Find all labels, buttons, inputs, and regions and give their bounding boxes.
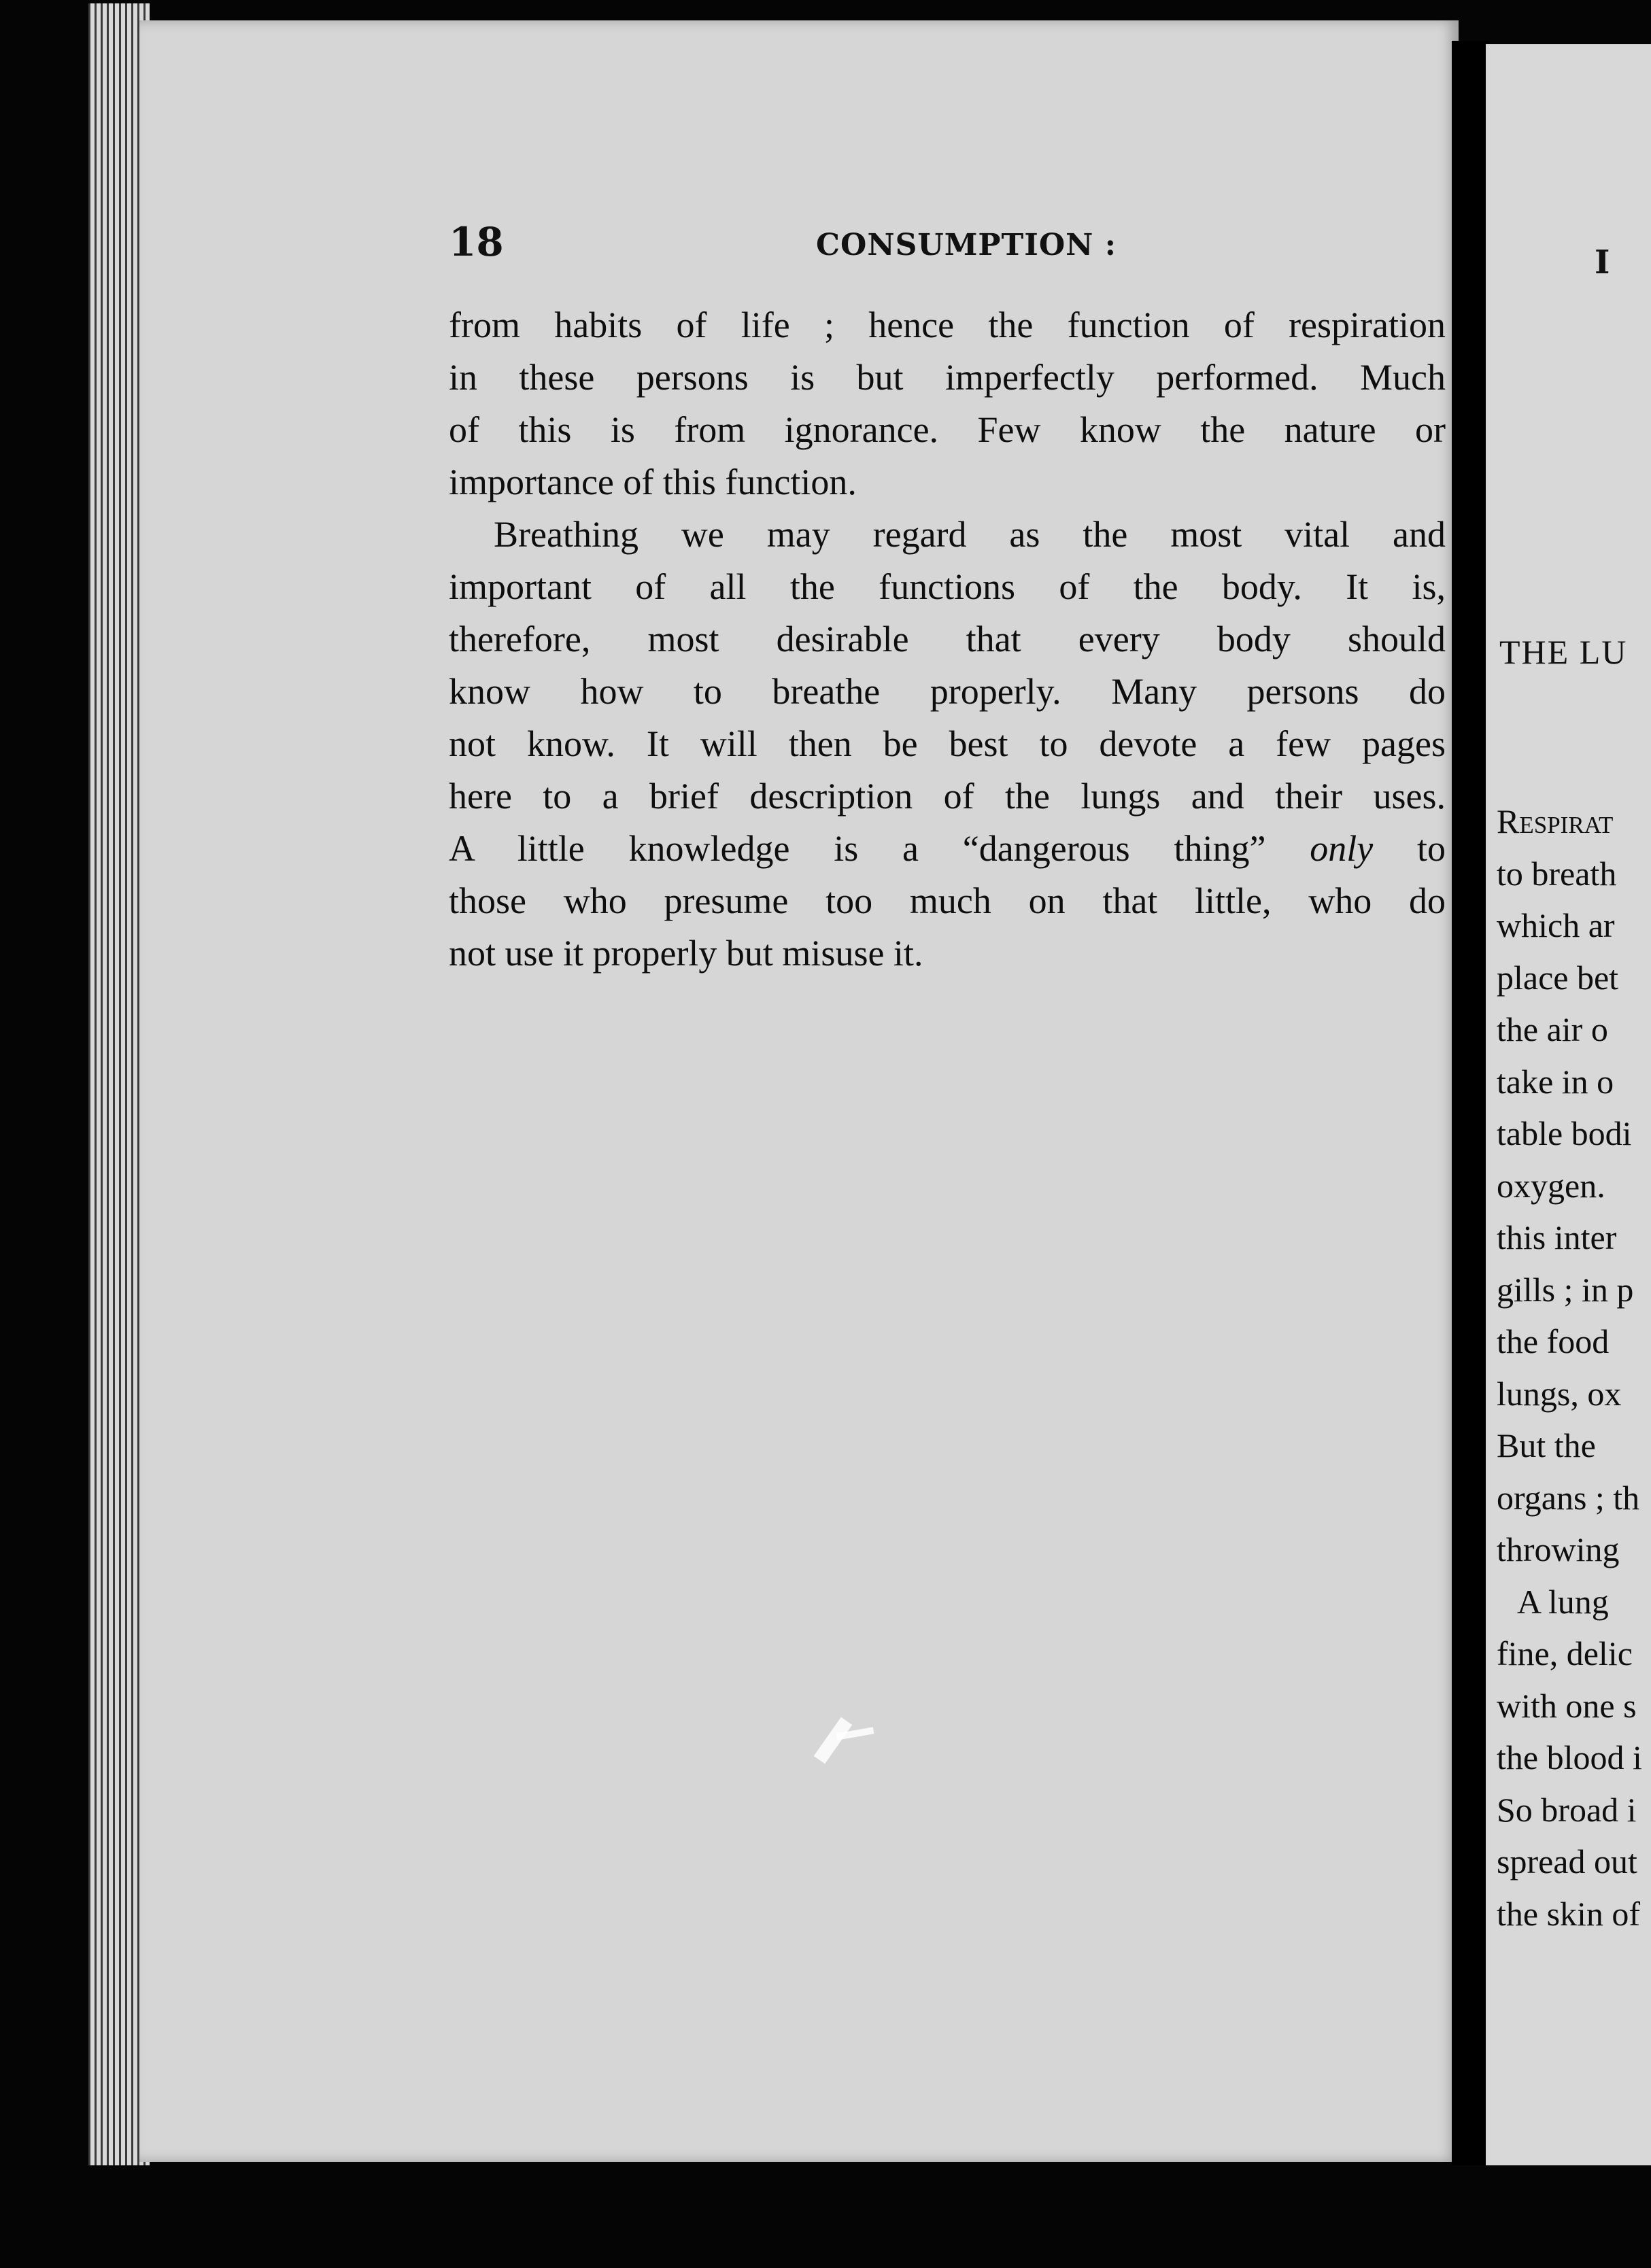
text-line: with one s xyxy=(1497,1686,1637,1725)
text-line: A lung xyxy=(1517,1582,1609,1621)
text-line: lungs, ox xyxy=(1497,1374,1622,1413)
book-gutter xyxy=(1452,41,1489,2176)
text-line: Breathing we may regard as the most vital and xyxy=(494,514,1446,555)
text-line: therefore, most desirable that every body should xyxy=(449,619,1446,659)
running-head: CONSUMPTION : xyxy=(816,228,1117,262)
text-line: throwing xyxy=(1497,1530,1620,1568)
text-line: which ar xyxy=(1497,906,1615,944)
text-line: know how to breathe properly. Many persons do xyxy=(449,671,1446,712)
text-line: So broad i xyxy=(1497,1790,1637,1829)
scan-border xyxy=(0,2165,1651,2268)
text-line: fine, delic xyxy=(1497,1634,1633,1672)
text-line: in these persons is but imperfectly performed. Much xyxy=(449,357,1446,398)
right-running-head: I xyxy=(1595,243,1610,281)
text-line: place bet xyxy=(1497,958,1619,997)
text-line: to breath xyxy=(1497,854,1617,893)
right-chapter-title: THE LU xyxy=(1499,633,1628,671)
text-line: from habits of life ; hence the function of respiration xyxy=(449,305,1446,345)
body-text xyxy=(449,299,1446,980)
emphasis: only xyxy=(1310,828,1374,869)
text-line: not use it properly but misuse it. xyxy=(449,933,923,974)
text-line: But the xyxy=(1497,1426,1596,1464)
text-line: table bodi xyxy=(1497,1114,1632,1152)
text-line: spread out xyxy=(1497,1842,1637,1880)
text-line: organs ; th xyxy=(1497,1478,1640,1517)
text-line: here to a brief description of the lungs and their uses. xyxy=(449,776,1446,817)
text-line: the food xyxy=(1497,1322,1610,1360)
text-line xyxy=(449,823,1446,875)
right-page-text xyxy=(1486,795,1649,1940)
text-line: those who presume too much on that little, who do xyxy=(449,880,1446,921)
text-line: take in o xyxy=(1497,1062,1614,1101)
text-line: the skin of xyxy=(1497,1894,1641,1933)
text-line: not know. It will then be best to devote a few pages xyxy=(449,723,1446,764)
text-line: this inter xyxy=(1497,1218,1617,1256)
text-segment: A little knowledge is a “dangerous thing” xyxy=(449,828,1266,869)
text-segment: to xyxy=(1417,828,1446,869)
text-line: the blood i xyxy=(1497,1738,1642,1776)
text-line: the air o xyxy=(1497,1010,1608,1048)
text-line: Respirat xyxy=(1497,802,1614,840)
text-line: gills ; in p xyxy=(1497,1270,1634,1309)
text-line: oxygen. xyxy=(1497,1166,1605,1205)
text-line: of this is from ignorance. Few know the nature or xyxy=(449,409,1446,450)
page-number: 18 xyxy=(449,219,504,265)
text-line: important of all the functions of the body. It is, xyxy=(449,566,1446,607)
text-line: importance of this function. xyxy=(449,462,857,502)
